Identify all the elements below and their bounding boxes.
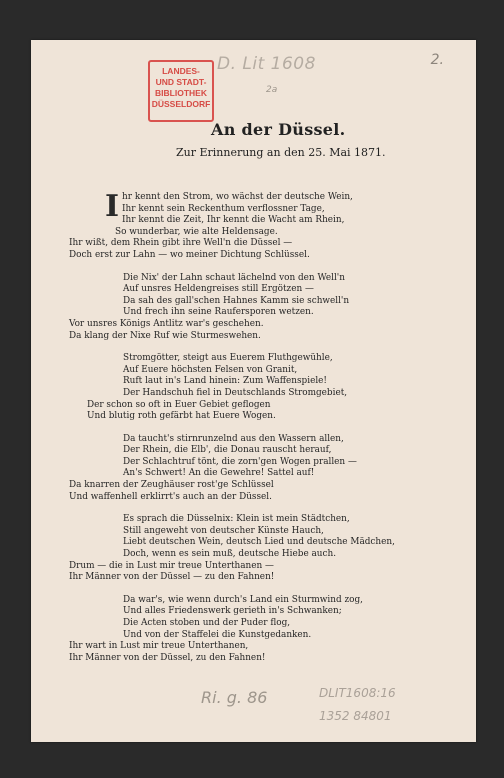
pencil-annotation: 1352 84801: [319, 709, 392, 723]
poem-line: Da klang der Nixe Ruf wie Sturmeswehen.: [69, 330, 261, 341]
poem-line: Ihr wißt, dem Rhein gibt ihre Well'n die Düssel —: [69, 238, 293, 249]
poem-line: Liebt deutschen Wein, deutsch Lied und deutsche Mädchen,: [123, 537, 395, 548]
poem-line: Der Schlachtruf tönt, die zorn'gen Wogen prallen —: [123, 456, 357, 467]
poem-line: Der schon so oft in Euer Gebiet geflogen: [87, 399, 271, 410]
stanza-1: [69, 189, 465, 262]
stanza-4: [69, 433, 465, 504]
stanza-6: [69, 594, 465, 665]
shelfmark-annotation: D. Lit 1608: [217, 54, 316, 74]
poem-line: Der Rhein, die Elb', die Donau rauscht herauf,: [123, 445, 332, 456]
poem-line: So wunderbar, wie alte Heldensage.: [115, 226, 278, 237]
poem-line: hr kennt den Strom, wo wächst der deutsche Wein,: [122, 192, 353, 202]
pencil-annotation: DLIT1608:16: [319, 686, 396, 700]
poem-line: Der Handschuh fiel in Deutschlands Stromgebiet,: [123, 387, 348, 398]
poem-line: Auf unsres Heldengreises still Ergötzen —: [123, 284, 314, 295]
stamp-line: LANDES-: [162, 66, 200, 76]
pencil-annotation: Ri. g. 86: [201, 688, 268, 707]
poem-body: [69, 189, 465, 675]
poem-line: Doch erst zur Lahn — wo meiner Dichtung Schlüssel.: [69, 249, 310, 260]
poem-line: Die Nix' der Lahn schaut lächelnd von den Well'n: [123, 272, 345, 283]
poem-line: Da war's, wie wenn durch's Land ein Sturmwind zog,: [123, 594, 363, 605]
poem-line: Ihr kennt sein Reckenthum verflossner Tage,: [122, 203, 325, 214]
shelfmark-sub-annotation: 2a: [266, 85, 278, 95]
page-number: 2.: [430, 52, 444, 68]
poem-title: An der Düssel.: [211, 120, 346, 139]
poem-line: Still angeweht von deutscher Künste Hauch,: [123, 525, 324, 536]
poem-line: Und frech ihn seine Raufersporen wetzen.: [123, 307, 314, 318]
poem-line: Und waffenhell erklirrt's auch an der Düssel.: [69, 491, 272, 502]
poem-line: Die Acten stoben und der Puder flog,: [123, 618, 291, 628]
stanza-3: [87, 353, 465, 423]
poem-line: Auf Euere höchsten Felsen von Granit,: [123, 364, 298, 375]
poem-line: Ihr Männer von der Düssel, zu den Fahnen!: [69, 652, 266, 663]
stamp-line: BIBLIOTHEK: [155, 88, 207, 98]
stamp-line: UND STADT-: [155, 77, 207, 87]
poem-line: Ruft laut in's Land hinein: Zum Waffenspiele!: [123, 376, 327, 387]
stanza-5: [69, 514, 465, 584]
stanza-2: [69, 272, 465, 343]
library-stamp: [148, 60, 214, 122]
poem-line: Ihr wart in Lust mir treue Unterthanen,: [69, 641, 249, 652]
poem-line: Und alles Friedenswerk gerieth in's Schwanken;: [123, 606, 342, 617]
poem-line: An's Schwert! An die Gewehre! Sattel auf!: [123, 468, 315, 479]
poem-line: Doch, wenn es sein muß, deutsche Hiebe auch.: [123, 549, 337, 560]
poem-line: Stromgötter, steigt aus Euerem Fluthgewühle,: [123, 353, 333, 364]
dropcap: I: [105, 189, 120, 224]
poem-line: Da knarren der Zeughäuser rost'ge Schlüssel: [69, 480, 274, 491]
poem-line: Und blutig roth gefärbt hat Euere Wogen.: [87, 411, 276, 422]
stamp-line: DÜSSELDORF: [151, 99, 211, 109]
poem-line: Ihr kennt die Zeit, Ihr kennt die Wacht am Rhein,: [122, 215, 345, 226]
poem-line: Es sprach die Düsselnix: Klein ist mein Städtchen,: [123, 514, 350, 525]
poem-line: Drum — die in Lust mir treue Unterthanen —: [69, 560, 274, 571]
poem-line: Da sah des gall'schen Hahnes Kamm sie schwell'n: [123, 295, 350, 306]
poem-line: Ihr Männer von der Düssel — zu den Fahnen!: [69, 572, 275, 583]
document-page: [31, 40, 476, 742]
poem-line: Und von der Staffelei die Kunstgedanken.: [123, 629, 312, 640]
poem-line: Da taucht's stirnrunzelnd aus den Wassern allen,: [123, 433, 344, 444]
poem-line: Vor unsres Königs Antlitz war's geschehen.: [69, 318, 264, 329]
poem-subtitle: Zur Erinnerung an den 25. Mai 1871.: [176, 146, 386, 159]
